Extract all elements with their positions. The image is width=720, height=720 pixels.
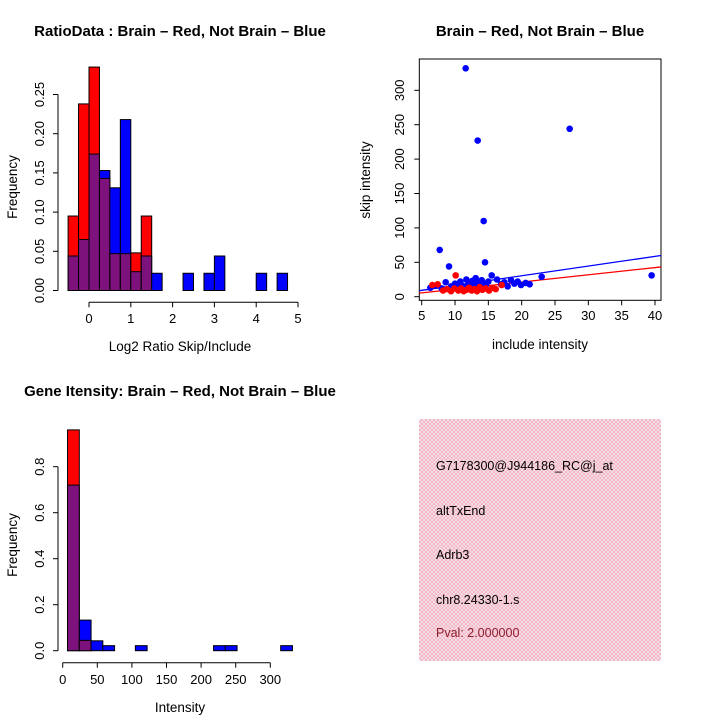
tick-label: 0.4 xyxy=(32,549,47,568)
tick-label: 0 xyxy=(392,293,407,301)
tick-label: 0.6 xyxy=(32,503,47,522)
tick-label: 0.0 xyxy=(32,641,47,660)
ratio-histogram-xlabel: Log2 Ratio Skip/Include xyxy=(108,339,252,354)
tick-label: 0.20 xyxy=(32,121,47,147)
info-line-gene: Adrb3 xyxy=(436,548,470,562)
tick-label: 300 xyxy=(392,79,407,102)
tick-label: 0.2 xyxy=(32,595,47,614)
gene-intensity-title: Gene Itensity: Brain – Red, Not Brain – Blue xyxy=(24,383,336,400)
tick-label: 300 xyxy=(259,672,282,687)
gene-intensity-plot xyxy=(32,430,292,687)
tick-label: 50 xyxy=(90,672,105,687)
scatter-plot xyxy=(392,59,662,323)
tick-label: 0.15 xyxy=(32,160,47,186)
tick-label: 200 xyxy=(190,672,212,687)
tick-label: 4 xyxy=(252,311,260,326)
scatter-panel xyxy=(358,23,662,352)
tick-label: 250 xyxy=(224,672,247,687)
tick-label: 0.25 xyxy=(32,81,47,108)
tick-label: 100 xyxy=(121,672,143,687)
tick-label: 1 xyxy=(127,311,135,326)
tick-label: 10 xyxy=(447,308,463,323)
info-line-pval: Pval: 2.000000 xyxy=(436,626,520,640)
tick-label: 15 xyxy=(481,308,496,323)
tick-label: 0 xyxy=(59,672,67,687)
tick-label: 3 xyxy=(210,311,219,326)
info-line-location: chr8.24330-1.s xyxy=(436,593,520,607)
ratio-histogram-plot xyxy=(32,67,302,326)
gene-intensity-ylabel: Frequency xyxy=(5,513,20,577)
tick-label: 5 xyxy=(418,308,426,323)
ratio-histogram-panel xyxy=(5,23,326,354)
tick-label: 50 xyxy=(392,255,407,270)
tick-label: 30 xyxy=(581,308,596,323)
tick-label: 150 xyxy=(155,672,178,687)
ratio-histogram-title: RatioData : Brain – Red, Not Brain – Blue xyxy=(34,23,326,40)
gene-intensity-histogram-panel xyxy=(5,383,336,715)
info-line-event-type: altTxEnd xyxy=(436,504,486,518)
ratio-histogram-ylabel: Frequency xyxy=(5,155,20,219)
tick-label: 2 xyxy=(168,311,177,326)
tick-label: 35 xyxy=(614,308,629,323)
tick-label: 40 xyxy=(647,308,663,323)
scatter-xlabel: include intensity xyxy=(491,337,589,352)
tick-label: 0.10 xyxy=(32,199,47,225)
tick-label: 250 xyxy=(392,113,407,136)
scatter-title: Brain – Red, Not Brain – Blue xyxy=(435,23,645,40)
info-line-probe-id: G7178300@J944186_RC@j_at xyxy=(436,459,613,473)
tick-label: 100 xyxy=(392,217,407,239)
tick-label: 0.05 xyxy=(32,238,47,264)
tick-label: 20 xyxy=(514,308,529,323)
tick-label: 0.00 xyxy=(32,277,47,304)
tick-label: 200 xyxy=(392,148,407,170)
tick-label: 150 xyxy=(392,182,407,205)
tick-label: 0 xyxy=(85,311,93,326)
gene-intensity-xlabel: Intensity xyxy=(154,700,206,715)
tick-label: 5 xyxy=(294,311,302,326)
tick-label: 0.8 xyxy=(32,457,47,476)
scatter-ylabel: skip intensity xyxy=(358,141,373,219)
tick-label: 25 xyxy=(547,308,563,323)
